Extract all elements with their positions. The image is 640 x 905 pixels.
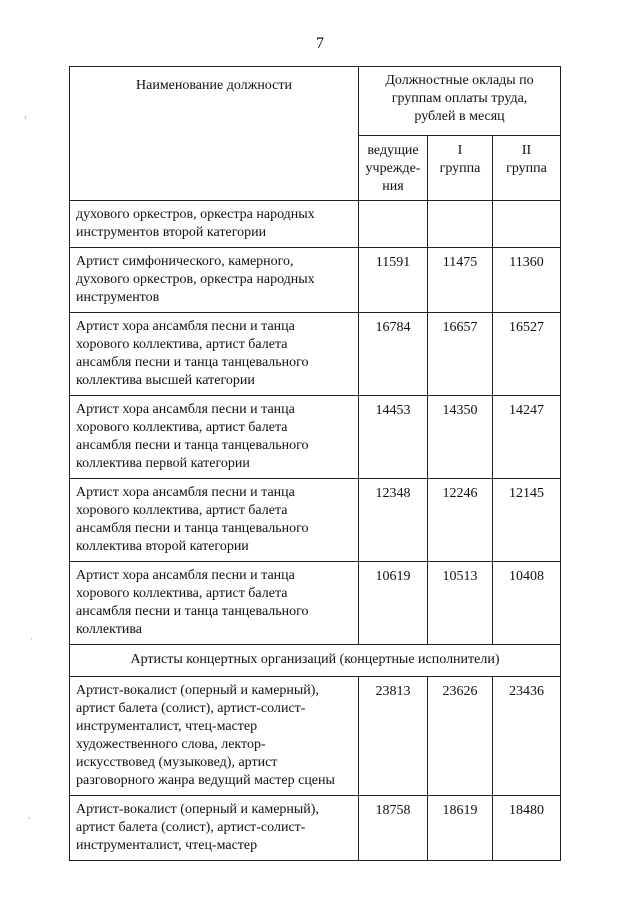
cell-line: духового оркестров, оркестра народных [76, 272, 315, 287]
group-1-salary-cell: 10513 [428, 562, 493, 645]
cell-line: ансамбля песни и танца танцевального [76, 438, 309, 453]
group-2-salary-cell [493, 201, 561, 248]
cell-line: коллектива высшей категории [76, 373, 255, 388]
position-name-cell [70, 313, 359, 396]
table-row [70, 396, 561, 479]
header-line: рублей в месяц [414, 109, 505, 124]
leading-salary-cell: 16784 [359, 313, 428, 396]
group-2-salary-cell: 11360 [493, 248, 561, 313]
group-2-salary-cell: 18480 [493, 796, 561, 861]
table-row [70, 562, 561, 645]
scan-speck: ‹ [24, 112, 27, 122]
header-line: II [521, 143, 532, 158]
cell-line: коллектива второй категории [76, 539, 249, 554]
cell-line: инструментов второй категории [76, 225, 267, 240]
cell-line: инструменталист, чтец-мастер [76, 838, 258, 853]
salary-table [69, 66, 561, 861]
table-row [70, 313, 561, 396]
cell-line: хорового коллектива, артист балета [76, 420, 288, 435]
cell-line: ансамбля песни и танца танцевального [76, 355, 309, 370]
header-row [70, 67, 561, 136]
cell-line: Артист симфонического, камерного, [76, 254, 294, 269]
cell-line: хорового коллектива, артист балета [76, 337, 288, 352]
cell-line: ансамбля песни и танца танцевального [76, 604, 309, 619]
cell-line: художественного слова, лектор- [76, 737, 266, 752]
cell-line: Артист-вокалист (оперный и камерный), [76, 802, 319, 817]
group-1-salary-cell [428, 201, 493, 248]
position-name-cell [70, 562, 359, 645]
header-line: учрежде- [365, 161, 421, 176]
position-name-header: Наименование должности [70, 67, 359, 201]
group-1-salary-cell: 16657 [428, 313, 493, 396]
table-row [70, 201, 561, 248]
cell-line: хорового коллектива, артист балета [76, 586, 288, 601]
section-row [70, 645, 561, 677]
cell-line: Артист хора ансамбля песни и танца [76, 319, 295, 334]
header-line: ния [382, 179, 404, 194]
header-line: группа [506, 161, 547, 176]
group-2-salary-cell: 12145 [493, 479, 561, 562]
cell-line: артист балета (солист), артист-солист- [76, 820, 306, 835]
cell-line: коллектива первой категории [76, 456, 250, 471]
leading-salary-cell: 18758 [359, 796, 428, 861]
cell-line: ансамбля песни и танца танцевального [76, 521, 309, 536]
cell-line: артист балета (солист), артист-солист- [76, 701, 306, 716]
header-line: группа [439, 161, 481, 176]
table-row [70, 479, 561, 562]
cell-line: искусствовед (музыковед), артист [76, 755, 278, 770]
header-line: ведущие [367, 143, 419, 158]
position-name-cell [70, 677, 359, 796]
group-1-salary-cell: 11475 [428, 248, 493, 313]
group-2-salary-cell: 23436 [493, 677, 561, 796]
leading-salary-cell: 12348 [359, 479, 428, 562]
group-1-salary-cell: 12246 [428, 479, 493, 562]
salary-group-header [359, 67, 561, 136]
position-name-cell [70, 396, 359, 479]
group-1-header [428, 136, 493, 201]
position-name-cell [70, 201, 359, 248]
group-2-salary-cell: 14247 [493, 396, 561, 479]
table-row [70, 796, 561, 861]
cell-line: Артист хора ансамбля песни и танца [76, 485, 295, 500]
cell-line: коллектива [76, 622, 142, 637]
section-title: Артисты концертных организаций (концертные исполнители) [70, 645, 561, 677]
group-2-header [493, 136, 561, 201]
table-row [70, 248, 561, 313]
group-1-salary-cell: 14350 [428, 396, 493, 479]
position-name-cell [70, 479, 359, 562]
cell-line: Артист хора ансамбля песни и танца [76, 568, 295, 583]
scan-speck: , [28, 810, 31, 820]
header-line: Должностные оклады по [385, 73, 534, 88]
cell-line: разговорного жанра ведущий мастер сцены [76, 773, 335, 788]
position-name-cell [70, 248, 359, 313]
cell-line: духового оркестров, оркестра народных [76, 207, 315, 222]
leading-salary-cell [359, 201, 428, 248]
cell-line: инструментов [76, 290, 160, 305]
header-line: группам оплаты труда, [391, 91, 528, 106]
leading-salary-cell: 10619 [359, 562, 428, 645]
group-1-salary-cell: 18619 [428, 796, 493, 861]
scan-speck: · [30, 634, 33, 644]
group-2-salary-cell: 16527 [493, 313, 561, 396]
leading-salary-cell: 11591 [359, 248, 428, 313]
cell-line: инструменталист, чтец-мастер [76, 719, 258, 734]
leading-institutions-header [359, 136, 428, 201]
cell-line: хорового коллектива, артист балета [76, 503, 288, 518]
group-2-salary-cell: 10408 [493, 562, 561, 645]
cell-line: Артист хора ансамбля песни и танца [76, 402, 295, 417]
leading-salary-cell: 23813 [359, 677, 428, 796]
page-number: 7 [316, 35, 324, 52]
header-line: I [457, 143, 463, 158]
table-row [70, 677, 561, 796]
leading-salary-cell: 14453 [359, 396, 428, 479]
position-name-cell [70, 796, 359, 861]
cell-line: Артист-вокалист (оперный и камерный), [76, 683, 319, 698]
group-1-salary-cell: 23626 [428, 677, 493, 796]
